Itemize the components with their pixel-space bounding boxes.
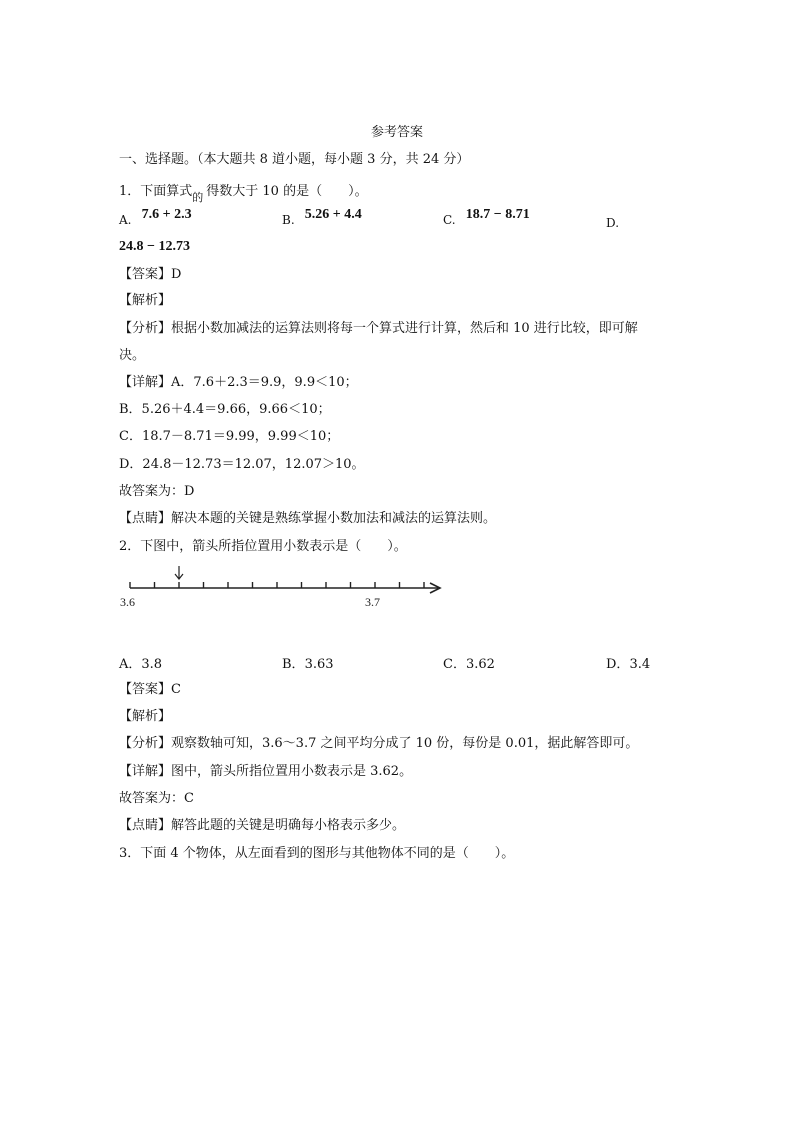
q2-option-a-label: A． <box>119 657 142 672</box>
q1-conclusion: 故答案为：D <box>119 484 195 499</box>
q1-option-b-label: B. <box>282 213 295 227</box>
q1-option-c-label: C. <box>443 213 456 227</box>
number-line-figure <box>120 560 450 612</box>
q2-comment: 【点睛】解答此题的关键是明确每小格表示多少。 <box>119 818 406 833</box>
q1-option-a <box>119 207 192 230</box>
q2-option-d <box>606 656 650 674</box>
q1-detail-c: C．18.7－8.71＝9.99，9.99＜10； <box>119 429 340 444</box>
q2-conclusion: 故答案为：C <box>119 791 194 806</box>
q1-option-d-expr: 24.8 − 12.73 <box>119 239 190 254</box>
q2-option-b <box>282 656 334 674</box>
q2-option-d-label: D． <box>606 657 630 672</box>
down-arrow-icon <box>175 566 183 579</box>
section-heading: 一、选择题。（本大题共 8 道小题，每小题 3 分，共 24 分） <box>119 152 470 167</box>
q2-option-c-label: C． <box>443 657 466 672</box>
q2-option-b-value: 3.63 <box>304 657 334 672</box>
q1-stem-b: 得数大于 10 的是（ ）。 <box>206 184 368 199</box>
q2-option-b-label: B． <box>282 657 305 672</box>
q1-analysis-heading: 【解析】 <box>119 293 172 308</box>
q1-option-c-expr: 18.7 − 8.71 <box>465 207 530 222</box>
number-line-label-end: 3.7 <box>365 595 380 609</box>
number-line-ticks <box>130 582 424 588</box>
q1-option-b <box>282 207 362 230</box>
q1-option-b-expr: 5.26 + 4.4 <box>304 207 362 222</box>
q1-detail-a: 【详解】A．7.6＋2.3＝9.9，9.9＜10； <box>119 375 358 390</box>
q1-option-c <box>443 207 530 230</box>
q2-option-a <box>119 656 162 674</box>
q1-stem-de: 的 <box>192 191 204 204</box>
q2-option-a-value: 3.8 <box>141 657 163 672</box>
q1-answer: 【答案】D <box>119 267 182 282</box>
q2-answer: 【答案】C <box>119 682 181 697</box>
q1-analysis-line1: 【分析】根据小数加减法的运算法则将每一个算式进行计算，然后和 10 进行比较，即可解 <box>119 321 638 336</box>
q1-option-a-expr: 7.6 + 2.3 <box>141 207 192 222</box>
q2-stem: 2．下图中，箭头所指位置用小数表示是（ ）。 <box>119 539 407 554</box>
q1-detail-d: D．24.8－12.73＝12.07，12.07＞10。 <box>119 457 365 472</box>
q2-analysis-heading: 【解析】 <box>119 709 172 724</box>
q2-option-c-value: 3.62 <box>465 657 495 672</box>
q1-comment: 【点睛】解决本题的关键是熟练掌握小数加法和减法的运算法则。 <box>119 511 497 526</box>
number-line-label-start: 3.6 <box>120 595 135 609</box>
page-title: 参考答案 <box>370 125 423 140</box>
q2-option-d-value: 3.4 <box>629 657 651 672</box>
q2-detail: 【详解】图中，箭头所指位置用小数表示是 3.62。 <box>119 764 413 779</box>
q1-detail-b: B．5.26＋4.4＝9.66，9.66＜10； <box>119 402 331 417</box>
q1-option-d-label: D. <box>606 216 620 230</box>
q1-stem-a: 1．下面算式 <box>119 184 193 199</box>
q1-option-d <box>606 214 619 233</box>
q3-stem: 3．下面 4 个物体，从左面看到的图形与其他物体不同的是（ ）。 <box>119 846 515 861</box>
q2-option-c <box>443 656 495 674</box>
q2-analysis: 【分析】观察数轴可知，3.6～3.7 之间平均分成了 10 份，每份是 0.01，据此解答即可。 <box>119 736 639 751</box>
q1-option-a-label: A. <box>119 213 132 227</box>
q1-stem <box>119 183 368 204</box>
q1-analysis-line2: 决。 <box>119 348 146 363</box>
